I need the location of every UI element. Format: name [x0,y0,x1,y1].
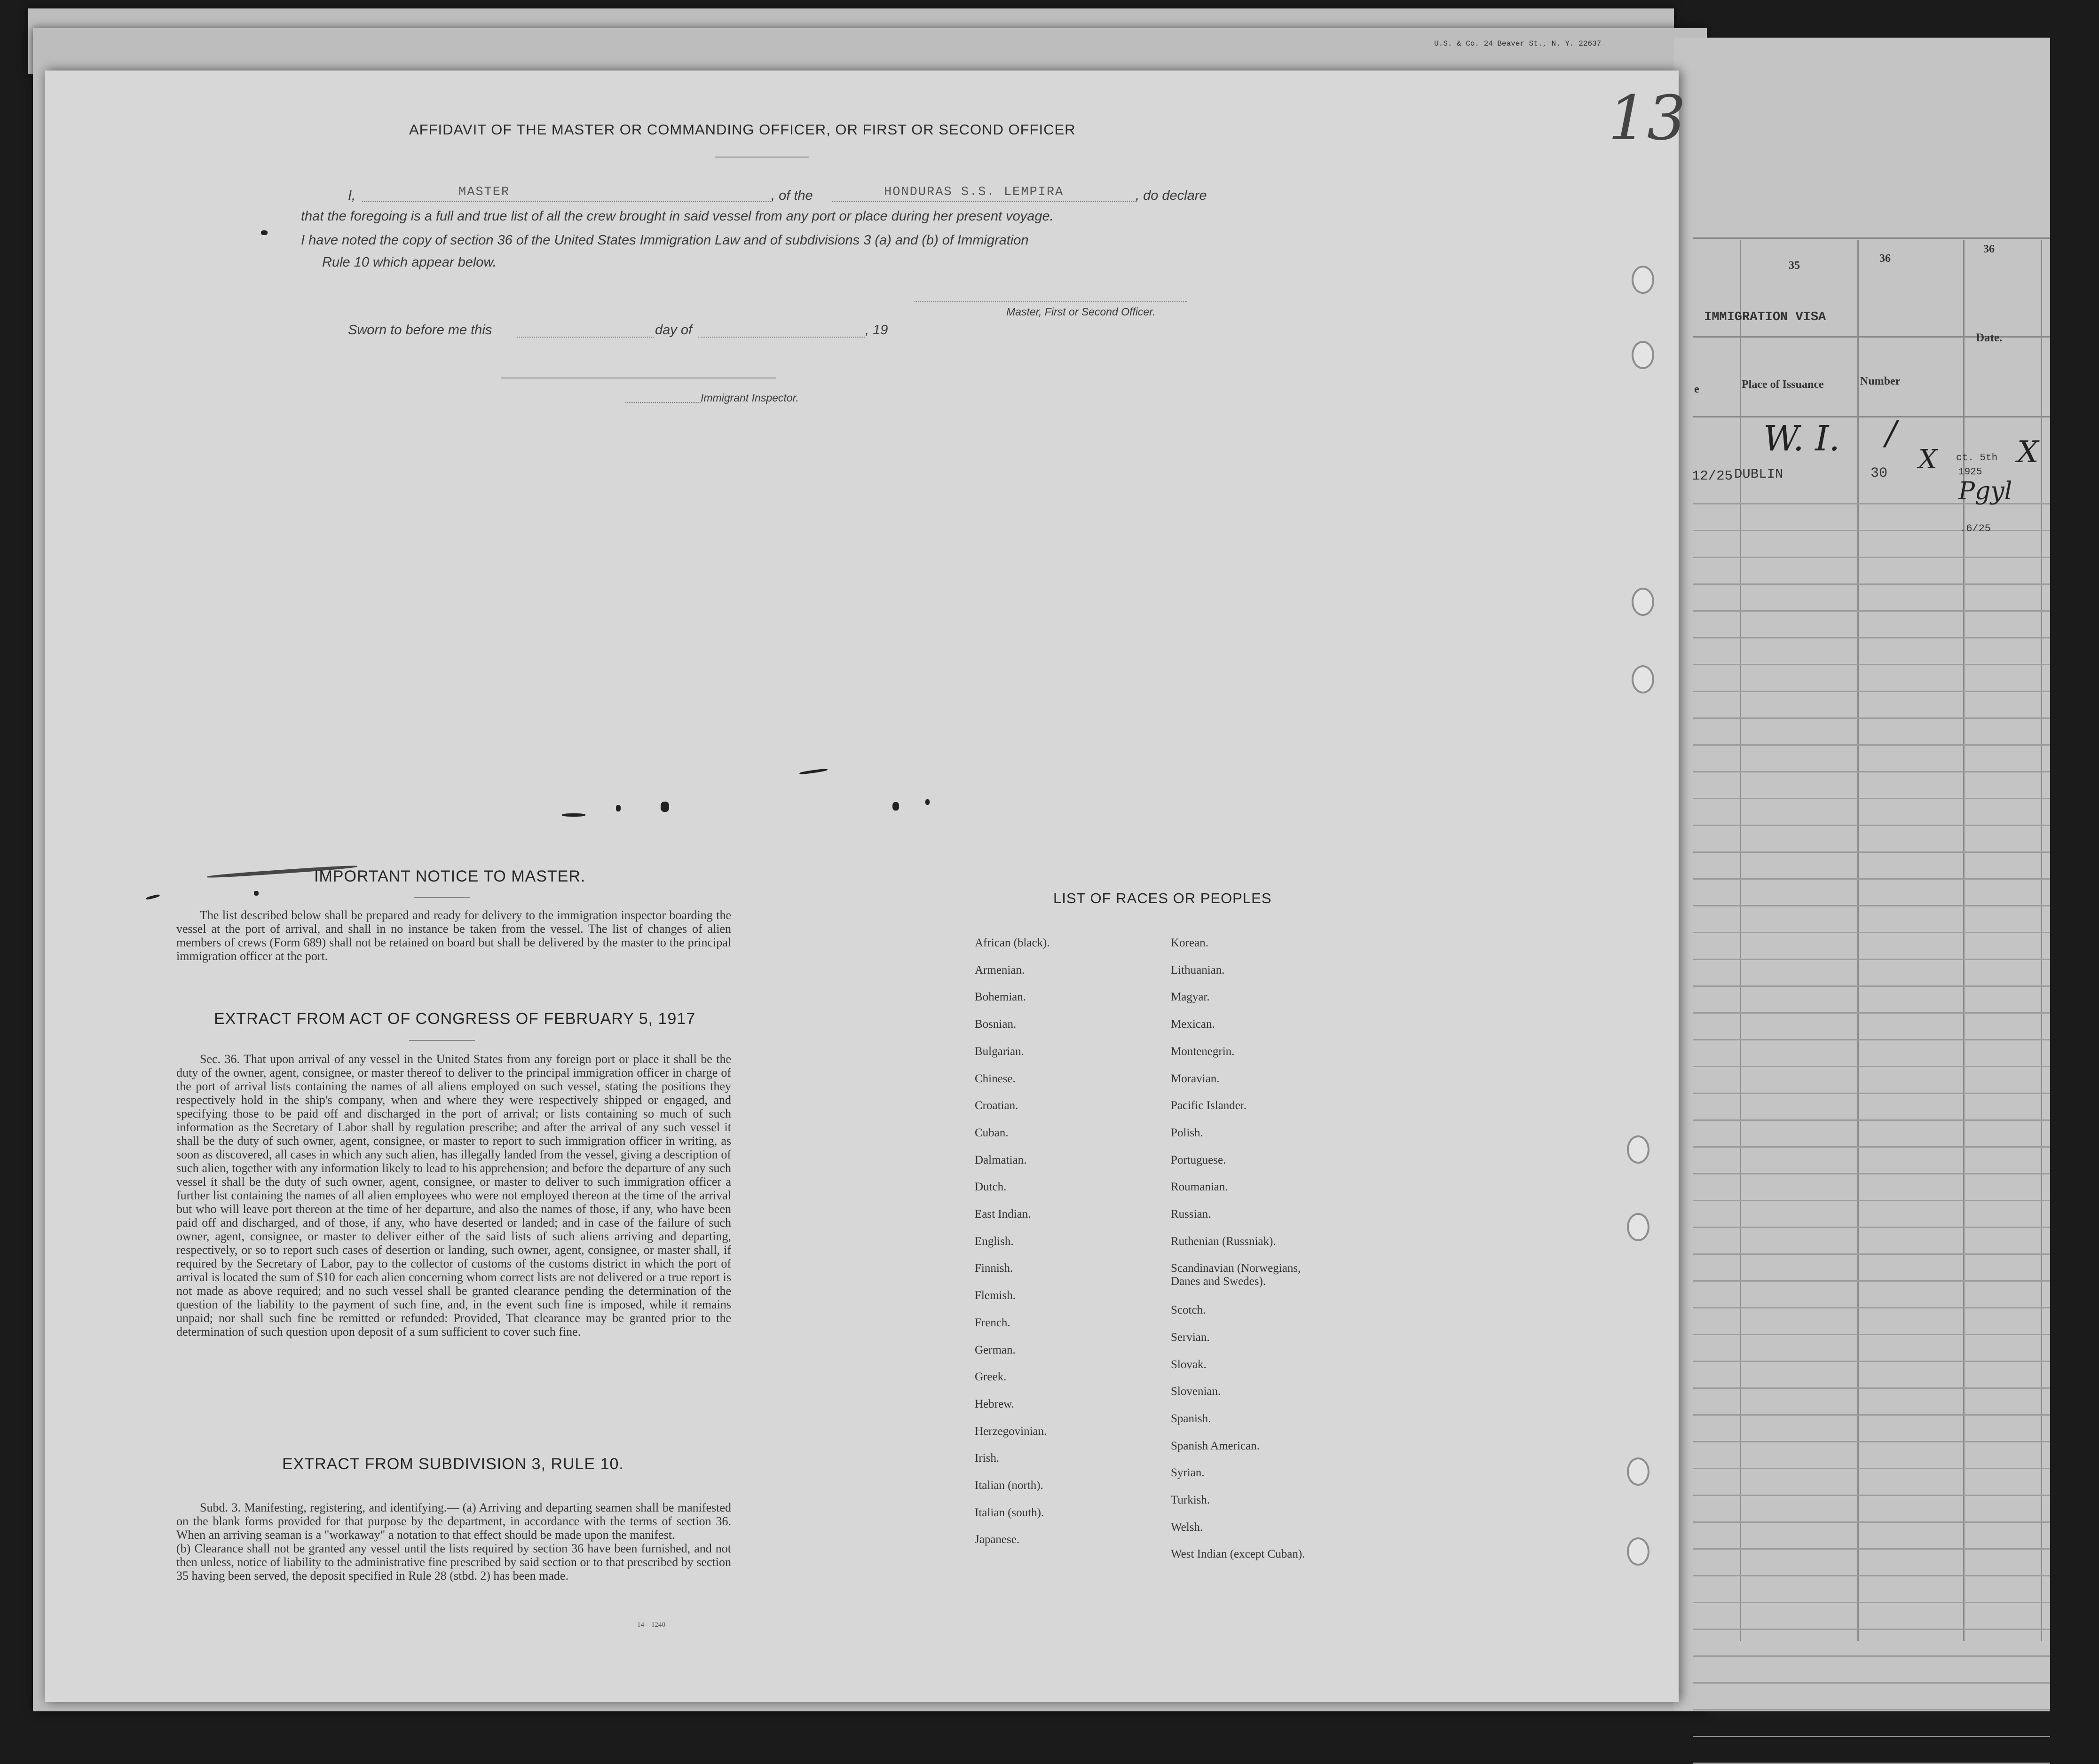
race-item: Japanese. [975,1533,1020,1546]
extract-act-text [176,1052,731,1339]
binder-hole-8 [1627,1537,1649,1566]
ledger-row-line [1693,1200,2050,1201]
col-number-36: 36 [1879,252,1891,265]
race-item: African (black). [975,937,1050,949]
race-item: Flemish. [975,1289,1016,1302]
race-item: German. [975,1344,1016,1356]
ink-mark-3 [661,802,669,812]
col-head-number: Number [1860,375,1901,387]
ledger-row-line [1693,1039,2050,1040]
race-item: Cuban. [975,1126,1009,1139]
race-item: Italian (north). [975,1479,1043,1492]
ledger-row-line [1693,1146,2050,1148]
ledger-row-line [1693,851,2050,853]
ink-mark-1 [562,813,585,817]
ledger-row-line [1693,825,2050,826]
ledger-topline [1693,237,2050,239]
ledger-row-line [1693,1280,2050,1282]
race-item: Lithuanian. [1171,964,1225,976]
race-item: Polish. [1171,1126,1203,1139]
signature-caption: Master, First or Second Officer. [1006,306,1156,318]
affidavit-line1-mid: , of the [771,188,813,203]
race-item: Scandinavian (Norwegians, [1171,1262,1301,1275]
race-item: Greek. [975,1370,1007,1383]
ledger-row-line [1693,1682,2050,1684]
ledger-row-line [1693,1093,2050,1094]
extract-act-title: EXTRACT FROM ACT OF CONGRESS OF FEBRUARY 5, 1917 [214,1010,696,1028]
binder-hole-6 [1627,1213,1649,1241]
header-small-print: U.S. & Co. 24 Beaver St., N. Y. 22637 [1434,39,1602,48]
ledger-row-line [1693,905,2050,906]
race-item: West Indian (except Cuban). [1171,1548,1305,1560]
notice-title-rule [414,897,470,898]
ledger-row-line [1693,1575,2050,1576]
race-item: Korean. [1171,937,1208,949]
form-number: 14—1240 [637,1621,665,1629]
ledger-row-line [1693,1736,2050,1737]
affidavit-line3: I have noted the copy of section 36 of the United States Immigration Law and of subdivisions 3 (a) and (b) of Immigration [301,233,1029,248]
ledger-row-line [1693,1468,2050,1469]
handwritten-scribble: Pgyl [1958,477,2012,505]
race-item: Russian. [1171,1208,1211,1221]
ledger-headline [1693,416,2050,417]
ledger-row-line [1693,717,2050,719]
race-item: Magyar. [1171,991,1210,1003]
race-item: Chinese. [975,1072,1016,1085]
binder-hole-5 [1627,1135,1649,1164]
ledger-right-fragment-3: .6/25 [1960,523,1991,535]
page-number-mark: 13 [1608,82,1686,154]
race-item: Servian. [1171,1331,1210,1344]
handwritten-check-1: / [1886,414,1897,452]
ledger-row-line [1693,985,2050,987]
ledger-row-line [1693,1414,2050,1416]
race-item: Portuguese. [1171,1154,1226,1166]
ledger-row-line [1693,557,2050,558]
ledger-section-title: IMMIGRATION VISA [1704,310,1826,324]
affidavit-line1-prefix: I, [348,188,356,203]
sworn-prefix: Sworn to before me this [348,323,492,338]
ledger-row-line [1693,664,2050,665]
race-item: Bohemian. [975,991,1026,1003]
sworn-day-line [517,337,654,338]
race-item: Pacific Islander. [1171,1099,1247,1112]
ledger-row-line [1693,1521,2050,1523]
ledger-grid [1693,240,2050,1641]
ledger-row-line [1693,1307,2050,1308]
race-item: Slovak. [1171,1358,1207,1371]
inspector-caption: Immigrant Inspector. [701,392,799,404]
race-item: East Indian. [975,1208,1031,1221]
race-item: Turkish. [1171,1494,1210,1506]
affidavit-line2: that the foregoing is a full and true list of all the crew brought in said vessel from any port or place during her present voyage. [301,209,1054,224]
race-item: Bulgarian. [975,1045,1024,1058]
typed-master: MASTER [458,185,510,199]
ledger-right-fragment-1: ct. 5th [1956,453,1998,464]
affidavit-line1-suffix: , do declare [1136,188,1207,203]
ink-mark-8 [254,891,259,896]
ledger-row-line [1693,1629,2050,1630]
sworn-month-line [698,337,865,338]
notice-text [176,908,731,963]
ledger-row-line [1693,1334,2050,1335]
ledger-row-line [1693,1253,2050,1255]
race-item: Irish. [975,1452,1000,1465]
ledger-row-line [1693,1602,2050,1603]
race-item: Armenian. [975,964,1025,976]
ledger-row-line [1693,771,2050,772]
ink-mark-10 [261,230,268,235]
race-item: Danes and Swedes). [1171,1275,1266,1288]
ledger-row-line [1693,1119,2050,1121]
extract-rule-title: EXTRACT FROM SUBDIVISION 3, RULE 10. [282,1455,624,1473]
race-item: Syrian. [1171,1466,1205,1479]
ink-mark-2 [616,805,621,811]
race-item: Ruthenian (Russniak). [1171,1235,1276,1248]
ledger-row-line [1693,530,2050,531]
ledger-row-line [1693,1066,2050,1067]
race-item: Spanish. [1171,1412,1211,1425]
race-item: English. [975,1235,1014,1248]
ledger-row-line [1693,1227,2050,1228]
ledger-row-line [1693,1173,2050,1174]
ink-mark-6 [925,799,930,805]
binder-hole-3 [1632,588,1654,616]
ledger-row-line [1693,959,2050,960]
handwritten-check-3: X [2017,435,2039,470]
race-item: Spanish American. [1171,1440,1260,1452]
affidavit-title-rule [715,157,809,158]
ledger-row-line [1693,1548,2050,1550]
ledger-row-line [1693,610,2050,612]
race-item: Moravian. [1171,1072,1220,1085]
race-item: Dutch. [975,1181,1007,1193]
ledger-row-line [1693,1441,2050,1442]
race-item: Croatian. [975,1099,1018,1112]
binder-hole-4 [1632,665,1654,693]
extract-act-paragraph: Sec. 36. That upon arrival of any vessel in the United States from any foreign port or place it shall be the duty of the owner, agent, consignee, or master thereof to deliver to the principal immigration officer in charge of the port of arrival lists containing the names of all aliens employed on such vessel, stating the positions they respectively hold in the ship's company, when and where they were respectively shipped or engaged, and specifying those to be paid off and discharged in the port of arrival; or lists containing so much of such information as the Secretary of Labor shall by regulation prescribe; and after the arrival of any such vessel it shall be the duty of such owner, agent, consignee, or master to report to such immigration officer in writing, as soon as discovered, all cases in which any such alien, has illegally landed from the vessel, giving a description of such alien, together with any information likely to lead to his apprehension; and before the departure of any such vessel it shall be the duty of such owner, agent, consignee, or master to deliver to such immigration officer a further list containing the names of all alien employees who were not employed thereon at the time of the arrival but who will leave port thereon at the time of her departure, and also the names of those, if any, who have been paid off and discharged, and of those, if any, who have deserted or landed; and in case of the failure of such owner, agent, consignee, or master to deliver either of the said lists of such aliens arriving and departing, respectively, or so to report such cases of desertion or landing, such owner, agent, consignee, or master shall, if required by the Secretary of Labor, pay to the collector of customs of the customs district in which the port of arrival is located the sum of $10 for each alien concerning whom correct lists are not delivered or a true report is not made as above required; and no such vessel shall be granted clearance pending the determination of the question of the liability to the payment of such fine, and, in the event such fine is imposed, while it remains unpaid; nor shall such fine be remitted or refunded: Provided, That clearance may be granted prior to the determination of such question upon deposit of a sum sufficient to cover such fine. [176,1052,731,1339]
ledger-row-line [1693,637,2050,638]
notice-title: IMPORTANT NOTICE TO MASTER. [314,867,586,885]
extract-rule-paragraph-b: (b) Clearance shall not be granted any vessel until the lists required by section 36 have been furnished, and not then unless, notice of liability to the administrative fine prescribed by said section or to that prescribed by section 35 having been served, the deposit specified in Rule 28 (stbd. 2) has been made. [176,1542,731,1583]
signature-line [915,301,1187,302]
binder-hole-2 [1632,341,1654,369]
ledger-row-line [1693,932,2050,933]
race-item: Roumanian. [1171,1181,1228,1193]
ledger-row-line [1693,1709,2050,1710]
vessel-name-line [832,201,1136,202]
ledger-row-line [1693,1495,2050,1496]
master-name-line [362,201,771,202]
ledger-right-fragment-2: 1925 [1958,467,1982,478]
race-item: Montenegrin. [1171,1045,1235,1058]
race-item: Welsh. [1171,1521,1203,1534]
race-item: Mexican. [1171,1018,1215,1031]
ledger-row-line [1693,878,2050,880]
race-item: Slovenian. [1171,1385,1221,1398]
ledger-row-line [1693,1361,2050,1362]
col-number-36-right: 36 [1983,243,1995,255]
race-item: Hebrew. [975,1398,1014,1410]
ledger-row-line [1693,1655,2050,1657]
affidavit-line4: Rule 10 which appear below. [322,255,497,270]
ledger-row-line [1693,691,2050,692]
ledger-row-line [1693,744,2050,746]
ledger-place-dublin: DUBLIN [1734,466,1783,482]
extract-rule-paragraph-a: Subd. 3. Manifesting, registering, and identifying.— (a) Arriving and departing seamen shall be manifested on the blank forms provided for that purpose by the department, in accordance with the terms of section 36. When an arriving seaman is a "workaway" a notation to that effect should be made upon the manifest. [176,1501,731,1542]
ledger-row-line [1693,1012,2050,1014]
ink-mark-5 [892,802,899,811]
ledger-row-line [1693,1387,2050,1389]
race-item: Italian (south). [975,1506,1044,1519]
affidavit-title: AFFIDAVIT OF THE MASTER OR COMMANDING OFFICER, OR FIRST OR SECOND OFFICER [409,121,1076,138]
sworn-year: , 19 [865,323,888,338]
race-item: Scotch. [1171,1304,1206,1316]
race-item: Herzegovinian. [975,1425,1047,1438]
ledger-date-fragment: 12/25 [1692,468,1733,484]
col-head-place: Place of Issuance [1742,378,1824,391]
inspector-line [625,402,701,403]
sworn-mid: day of [655,323,692,338]
race-item: Dalmatian. [975,1154,1027,1166]
ledger-number-30: 30 [1870,465,1888,481]
typed-vessel: HONDURAS S.S. LEMPIRA [884,185,1064,199]
binder-hole-7 [1627,1457,1649,1486]
extract-act-rule [409,1040,475,1041]
col-number-35: 35 [1789,260,1800,272]
col-head-date: Date. [1976,331,2003,344]
handwritten-check-2: X [1918,444,1937,475]
notice-paragraph: The list described below shall be prepared and ready for delivery to the immigration inspector boarding the vessel at the port of arrival, and shall in no instance be taken from the vessel. The list of changes of alien members of crews (Form 689) shall not be retained on board but shall be delivered by the master to the principal immigration officer at the port. [176,908,731,963]
extract-rule-text [176,1501,731,1583]
ledger-row-line [1693,798,2050,799]
race-item: French. [975,1316,1010,1329]
race-item: Bosnian. [975,1018,1017,1031]
ledger-row-line [1693,583,2050,585]
races-title: LIST OF RACES OR PEOPLES [1053,890,1272,906]
ledger-partial-head: e [1694,383,1699,395]
binder-hole-1 [1632,266,1654,294]
race-item: Finnish. [975,1262,1013,1275]
handwritten-initials: W. I. [1763,418,1840,459]
